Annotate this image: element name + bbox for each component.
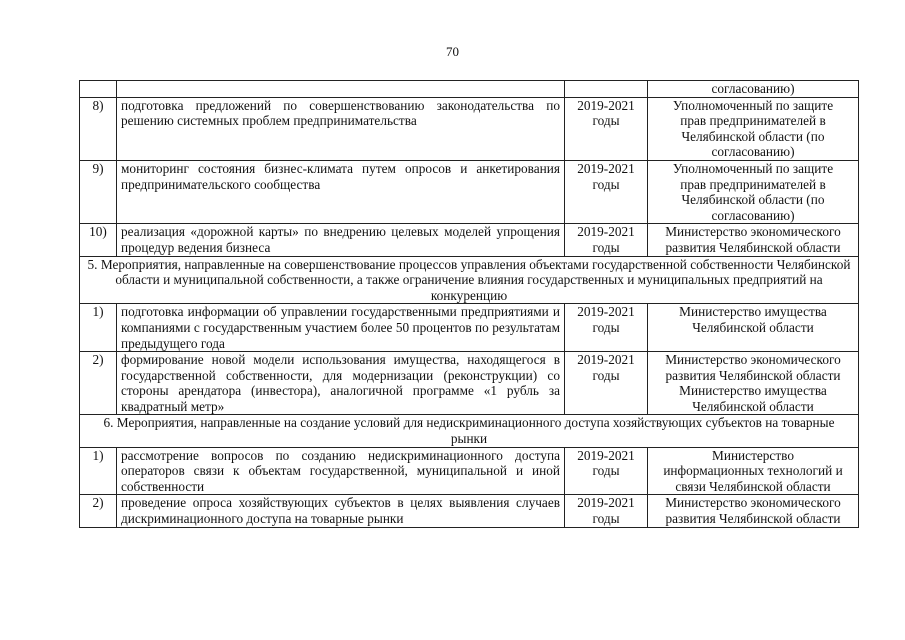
responsible-line: Министерство имущества (679, 304, 827, 320)
row-description: мониторинг состояния бизнес-климата путем опросов и анкетирования предпринимательского сообщества (117, 160, 565, 223)
responsible-line: прав предпринимателей в (680, 113, 826, 129)
row-period (565, 304, 648, 352)
row-period (565, 160, 648, 223)
table-row (80, 224, 859, 256)
row-responsible (648, 447, 859, 495)
row-responsible (648, 304, 859, 352)
row-period (565, 495, 648, 527)
page-number: 70 (446, 44, 459, 59)
responsible-line: согласованию) (711, 81, 795, 96)
responsible-line: Челябинской области (692, 319, 814, 335)
table-row (80, 352, 859, 415)
row-responsible (648, 160, 859, 223)
period-line: годы (592, 319, 620, 335)
period-line: 2019-2021 (577, 97, 635, 113)
responsible-line: Уполномоченный по защите (672, 97, 834, 113)
responsible-line: Челябинской области (по (681, 128, 825, 144)
row-description: реализация «дорожной карты» по внедрению целевых моделей упрощения процедур ведения бизнеса (117, 224, 565, 256)
row-number: 1) (80, 447, 117, 495)
responsible-line: развития Челябинской области (665, 367, 841, 383)
row-description: проведение опроса хозяйствующих субъектов в целях выявления случаев дискриминационного доступа на товарные рынки (117, 495, 565, 527)
row-description: рассмотрение вопросов по созданию недискриминационного доступа операторов связи к объектам государственной, муниципальной и иной собственности (117, 447, 565, 495)
responsible-line: Челябинской области (692, 398, 814, 414)
period-line: 2019-2021 (577, 224, 635, 240)
row-number: 1) (80, 304, 117, 352)
row-period (565, 81, 648, 98)
table-row (80, 495, 859, 527)
responsible-line: Министерство имущества (679, 383, 827, 399)
row-period (565, 447, 648, 495)
period-line: 2019-2021 (577, 495, 635, 511)
responsible-line: развития Челябинской области (665, 511, 841, 527)
responsible-line: Уполномоченный по защите (672, 160, 834, 176)
table-row (80, 447, 859, 495)
row-responsible (648, 224, 859, 256)
section-header: 6. Мероприятия, направленные на создание условий для недискриминационного доступа хозяйствующих субъектов на товарные рынки (80, 415, 859, 447)
row-period (565, 224, 648, 256)
responsible-line: информационных технологий и (663, 463, 843, 479)
row-description: формирование новой модели использования имущества, находящегося в государственной собственности, для модернизации (реконструкции) со стороны арендатора (инвестора), аналогичной программе «1 рубль за квадратный метр» (117, 352, 565, 415)
row-responsible (648, 97, 859, 160)
period-line: 2019-2021 (577, 304, 635, 320)
table-row (80, 304, 859, 352)
period-line: годы (592, 113, 620, 129)
period-line: годы (592, 463, 620, 479)
responsible-line: Министерство экономического (665, 352, 841, 368)
section-header-row (80, 415, 859, 447)
row-number: 2) (80, 495, 117, 527)
responsible-line: развития Челябинской области (665, 239, 841, 255)
responsible-line: прав предпринимателей в (680, 176, 826, 192)
responsible-line: Челябинской области (по (681, 192, 825, 208)
period-line: годы (592, 367, 620, 383)
measures-table (79, 80, 859, 528)
row-description (117, 81, 565, 98)
section-header-row (80, 256, 859, 304)
row-description: подготовка предложений по совершенствованию законодательства по решению системных проблем предпринимательства (117, 97, 565, 160)
row-number: 8) (80, 97, 117, 160)
responsible-line: согласованию) (711, 207, 795, 223)
period-line: 2019-2021 (577, 447, 635, 463)
responsible-line: Министерство экономического (665, 224, 841, 240)
row-period (565, 352, 648, 415)
period-line: годы (592, 511, 620, 527)
section-header: 5. Мероприятия, направленные на совершенствование процессов управления объектами государственной собственности Челябинской области и муниципальной собственности, а также ограничение влияния государственных и муниципальных предприятий на конкуренцию (80, 256, 859, 304)
row-number: 2) (80, 352, 117, 415)
responsible-line: Министерство экономического (665, 495, 841, 511)
row-description: подготовка информации об управлении государственными предприятиями и компаниями с государственным участием более 50 процентов по результатам предыдущего года (117, 304, 565, 352)
row-responsible (648, 495, 859, 527)
period-line: 2019-2021 (577, 160, 635, 176)
period-line: годы (592, 239, 620, 255)
measures-table-body (80, 81, 859, 528)
responsible-line: связи Челябинской области (675, 478, 831, 494)
responsible-line: Министерство (712, 447, 794, 463)
continuation-row (80, 81, 859, 98)
responsible-line: согласованию) (711, 144, 795, 160)
table-row (80, 97, 859, 160)
row-number (80, 81, 117, 98)
row-number: 10) (80, 224, 117, 256)
row-period (565, 97, 648, 160)
row-responsible (648, 352, 859, 415)
row-responsible (648, 81, 859, 98)
period-line: годы (592, 176, 620, 192)
period-line: 2019-2021 (577, 352, 635, 368)
row-number: 9) (80, 160, 117, 223)
table-row (80, 160, 859, 223)
